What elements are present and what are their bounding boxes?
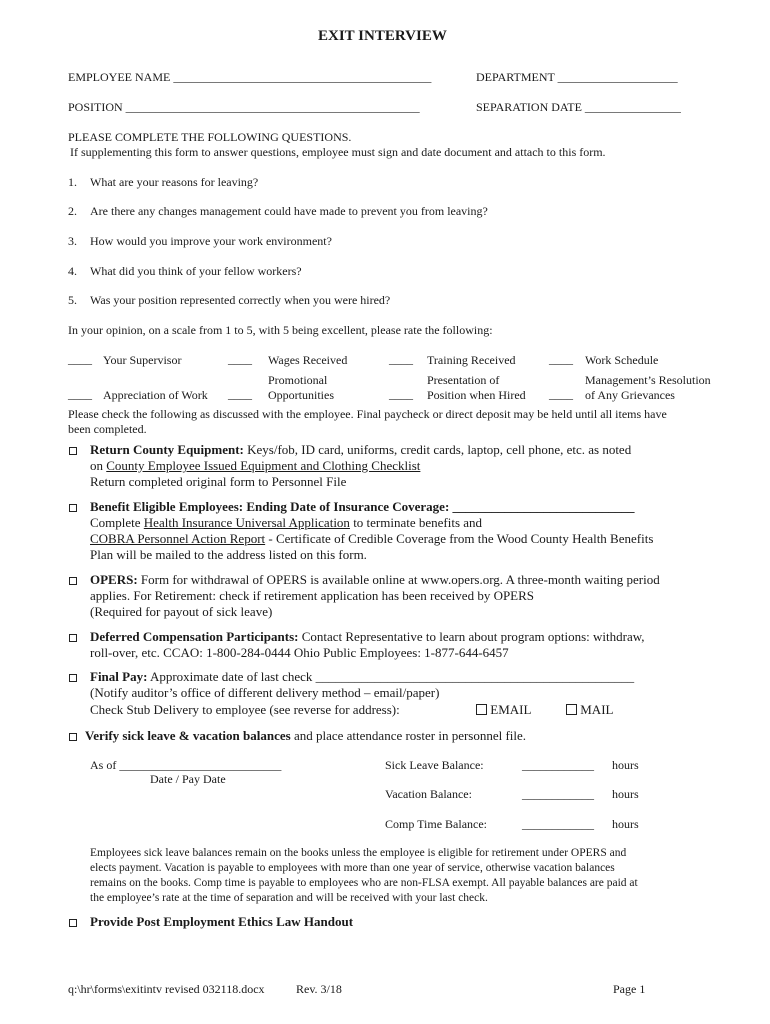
- rating-label-management: Management’s Resolution: [585, 373, 711, 387]
- return-equipment-line-1: [90, 442, 631, 458]
- rating-blank-schedule[interactable]: ____: [549, 352, 573, 366]
- date-pay-date-label: Date / Pay Date: [150, 772, 226, 786]
- final-pay-line-3: Check Stub Delivery to employee (see reverse for address):: [90, 702, 400, 717]
- return-equipment-heading: Return County Equipment:: [90, 442, 244, 457]
- instructions-line-1: PLEASE COMPLETE THE FOLLOWING QUESTIONS.: [68, 130, 352, 144]
- benefits-certificate: - Certificate of Credible Coverage from the Wood County Health Benefits: [265, 531, 654, 546]
- rating-intro: In your opinion, on a scale from 1 to 5, with 5 being excellent, please rate the following:: [68, 323, 493, 337]
- checklist-intro-line-2: been completed.: [68, 422, 147, 436]
- question-2-number: 2.: [68, 204, 77, 218]
- return-equipment-text-1: Keys/fob, ID card, uniforms, credit cards, laptop, cell phone, etc. as noted: [243, 442, 632, 457]
- vacation-balance-blank[interactable]: ____________: [522, 787, 594, 801]
- question-1-text: What are your reasons for leaving?: [90, 175, 259, 189]
- return-equipment-line-2: [90, 458, 420, 474]
- sick-leave-text: place attendance roster in personnel file.: [312, 728, 527, 743]
- opers-checkbox[interactable]: [69, 577, 77, 585]
- footer-revision: Rev. 3/18: [296, 982, 342, 996]
- benefits-line-3: [90, 531, 653, 547]
- benefits-terminate: to terminate benefits and: [349, 515, 483, 530]
- rating-label-position-hired: Position when Hired: [427, 388, 526, 402]
- rating-label-appreciation: Appreciation of Work: [103, 388, 208, 402]
- mail-label: MAIL: [580, 702, 614, 717]
- balance-note-line-1: Employees sick leave balances remain on the books unless the employee is eligible for retirement under OPERS and: [90, 847, 627, 859]
- health-insurance-application-link[interactable]: Health Insurance Universal Application: [143, 515, 350, 530]
- rating-blank-supervisor[interactable]: ____: [68, 352, 92, 366]
- comp-time-balance-blank[interactable]: ____________: [522, 817, 594, 831]
- return-equipment-line-3: Return completed original form to Personnel File: [90, 474, 347, 489]
- opers-text-1: Form for withdrawal of OPERS is available online at www.opers.org. A three-month waiting period: [137, 572, 660, 587]
- vacation-balance-label: Vacation Balance:: [385, 787, 472, 801]
- email-checkbox[interactable]: [476, 704, 487, 715]
- rating-label-opportunities: Opportunities: [268, 388, 334, 402]
- rating-label-supervisor: Your Supervisor: [103, 353, 182, 367]
- rating-label-presentation: Presentation of: [427, 373, 500, 387]
- mail-option[interactable]: [566, 702, 613, 718]
- benefits-line-2: [90, 515, 482, 531]
- deferred-comp-line-2: roll-over, etc. CCAO: 1-800-284-0444 Ohio Public Employees: 1-877-644-6457: [90, 645, 509, 660]
- email-label: EMAIL: [490, 702, 532, 717]
- comp-time-balance-label: Comp Time Balance:: [385, 817, 487, 831]
- rating-label-wages: Wages Received: [268, 353, 348, 367]
- return-equipment-on: on: [90, 458, 107, 473]
- question-2-text: Are there any changes management could have made to prevent you from leaving?: [90, 204, 488, 218]
- rating-blank-management[interactable]: ____: [549, 387, 573, 401]
- sick-leave-line: [85, 728, 526, 744]
- final-pay-checkbox[interactable]: [69, 674, 77, 682]
- deferred-comp-heading: Deferred Compensation Participants:: [90, 629, 299, 644]
- sick-leave-hours: hours: [612, 758, 639, 772]
- employee-name-field[interactable]: EMPLOYEE NAME ___________________________________________: [68, 70, 432, 84]
- rating-label-grievances: of Any Grievances: [585, 388, 675, 402]
- question-3-text: How would you improve your work environment?: [90, 234, 332, 248]
- final-pay-heading: Final Pay:: [90, 669, 148, 684]
- rating-blank-training[interactable]: ____: [389, 352, 413, 366]
- question-4-number: 4.: [68, 264, 77, 278]
- deferred-comp-line-1: [90, 629, 645, 645]
- rating-label-promotional: Promotional: [268, 373, 328, 387]
- rating-blank-wages[interactable]: ____: [228, 352, 252, 366]
- cobra-report-link[interactable]: COBRA Personnel Action Report: [90, 531, 266, 546]
- benefits-checkbox[interactable]: [69, 504, 77, 512]
- equipment-checklist-link[interactable]: County Employee Issued Equipment and Clothing Checklist: [106, 458, 421, 473]
- question-1-number: 1.: [68, 175, 77, 189]
- separation-date-field[interactable]: SEPARATION DATE ________________: [476, 100, 681, 114]
- benefits-complete: Complete: [90, 515, 144, 530]
- footer-file-path: q:\hr\forms\exitintv revised 032118.docx: [68, 982, 265, 996]
- final-pay-line-2: (Notify auditor’s office of different delivery method – email/paper): [90, 685, 440, 700]
- rating-label-training: Training Received: [427, 353, 516, 367]
- mail-checkbox[interactable]: [566, 704, 577, 715]
- opers-line-3: (Required for payout of sick leave): [90, 604, 273, 619]
- as-of-field[interactable]: As of ___________________________: [90, 758, 282, 772]
- rating-blank-presentation[interactable]: ____: [389, 387, 413, 401]
- instructions-line-2: If supplementing this form to answer questions, employee must sign and date document and attach to this form.: [70, 145, 606, 159]
- balance-note-line-2: elects payment. Vacation is payable to employees with more than one year of service, otherwise vacation balances: [90, 862, 615, 874]
- footer-page-number: Page 1: [613, 982, 646, 996]
- comp-time-hours: hours: [612, 817, 639, 831]
- balance-note-line-3: remains on the books. Comp time is payable to employees who are non-FLSA exempt. All payable balances are paid at: [90, 877, 638, 889]
- balance-note-line-4: the employee’s rate at the time of separation and will be received with your last check.: [90, 892, 488, 904]
- rating-blank-appreciation[interactable]: ____: [68, 387, 92, 401]
- question-5-text: Was your position represented correctly when you were hired?: [90, 293, 391, 307]
- sick-leave-balance-blank[interactable]: ____________: [522, 758, 594, 772]
- final-pay-line-1: [90, 669, 634, 685]
- sick-leave-balance-label: Sick Leave Balance:: [385, 758, 484, 772]
- question-5-number: 5.: [68, 293, 77, 307]
- ethics-heading: Provide Post Employment Ethics Law Handout: [90, 914, 354, 929]
- return-equipment-checkbox[interactable]: [69, 447, 77, 455]
- ethics-checkbox[interactable]: [69, 919, 77, 927]
- vacation-hours: hours: [612, 787, 639, 801]
- opers-line-1: [90, 572, 660, 588]
- position-field[interactable]: POSITION _________________________________________________: [68, 100, 420, 114]
- benefits-heading: Benefit Eligible Employees: Ending Date of Insurance Coverage: ____________________________: [90, 499, 635, 514]
- benefits-line-4: Plan will be mailed to the address listed on this form.: [90, 547, 367, 562]
- question-4-text: What did you think of your fellow workers?: [90, 264, 302, 278]
- opers-line-2: applies. For Retirement: check if retirement application has been received by OPERS: [90, 588, 535, 603]
- rating-blank-promotional[interactable]: ____: [228, 387, 252, 401]
- final-pay-text-1: Approximate date of last check _________________________________________________: [147, 669, 635, 684]
- checklist-intro-line-1: Please check the following as discussed with the employee. Final paycheck or direct deposit may be held until all items have: [68, 407, 667, 421]
- opers-heading: OPERS:: [90, 572, 138, 587]
- deferred-comp-checkbox[interactable]: [69, 634, 77, 642]
- sick-leave-and: and: [293, 728, 313, 743]
- sick-leave-checkbox[interactable]: [69, 733, 77, 741]
- form-title: EXIT INTERVIEW: [318, 28, 447, 44]
- sick-leave-heading: Verify sick leave & vacation balances: [85, 728, 291, 743]
- deferred-comp-text-1: Contact Representative to learn about program options: withdraw,: [298, 629, 645, 644]
- rating-label-schedule: Work Schedule: [585, 353, 659, 367]
- department-field[interactable]: DEPARTMENT ____________________: [476, 70, 678, 84]
- question-3-number: 3.: [68, 234, 77, 248]
- email-option[interactable]: [476, 702, 531, 718]
